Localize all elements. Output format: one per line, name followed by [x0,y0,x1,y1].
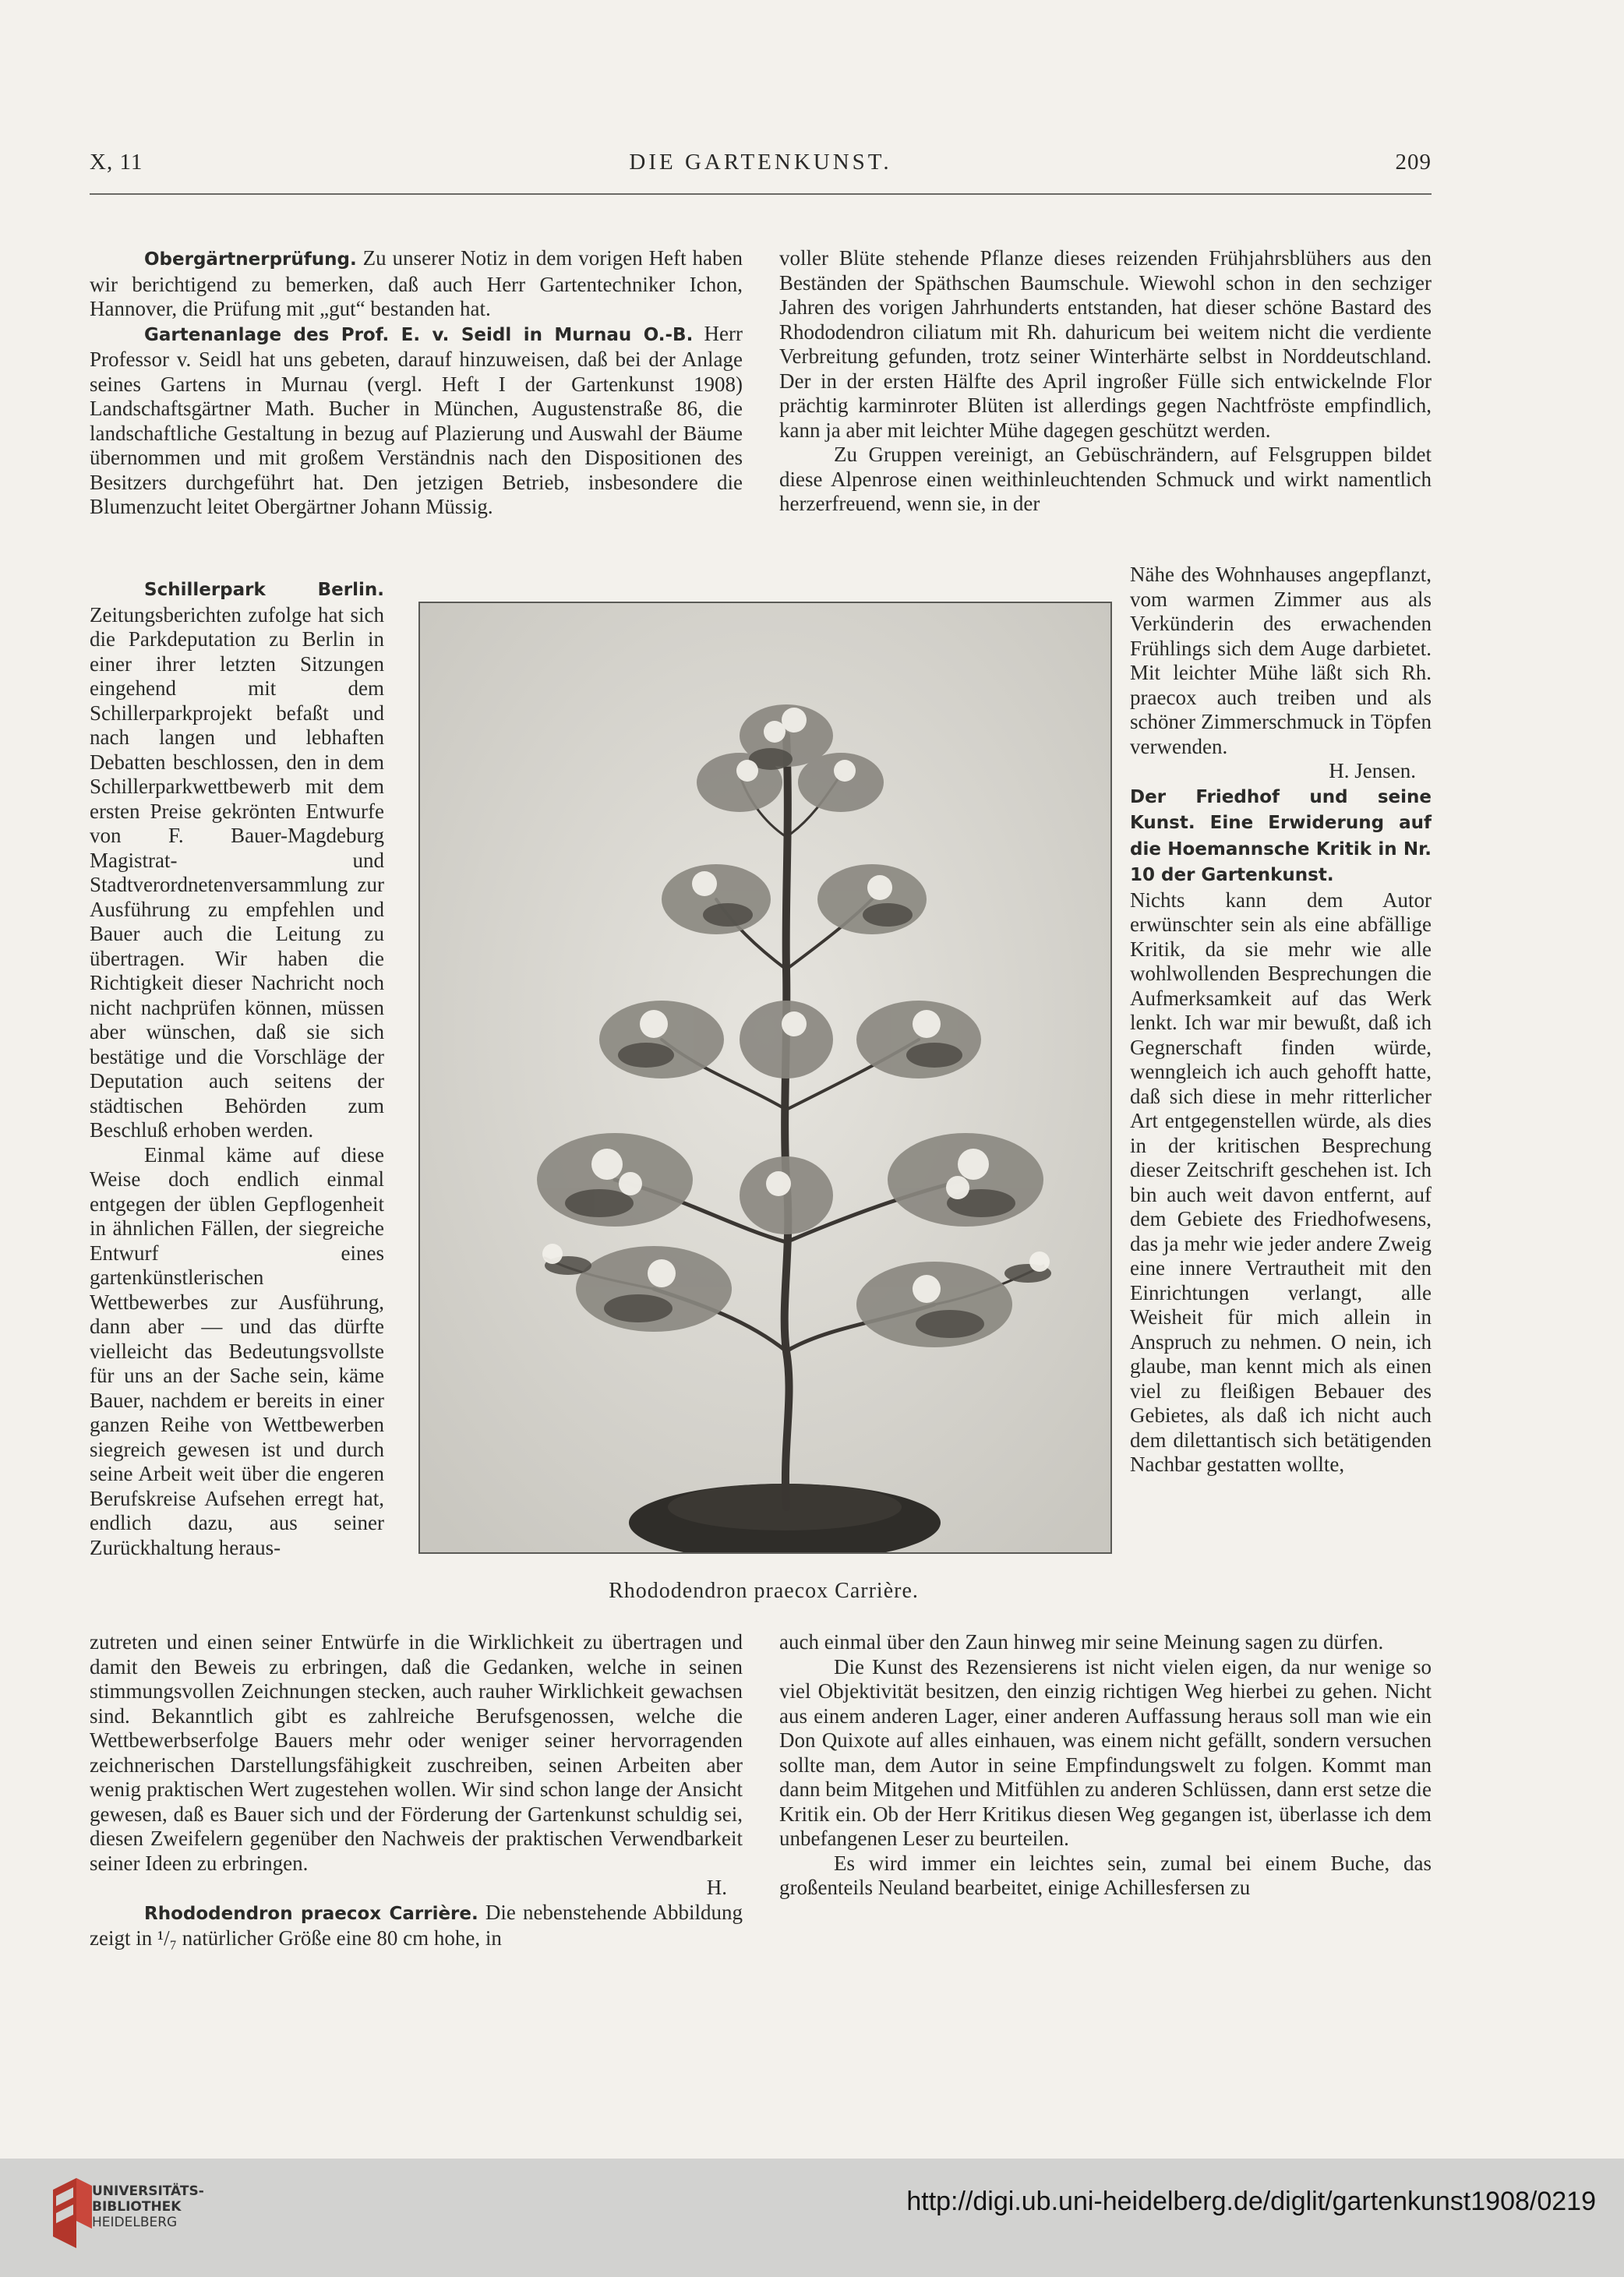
header-rule [90,193,1432,195]
heading-schillerpark: Schillerpark Berlin. [144,580,384,600]
article-obergaertnerpruefung: Obergärtnerprüfung. Zu unserer Notiz in dem vorigen Heft haben wir berichtigend zu bemerken, daß auch Herr Gartentechniker Ichon, Hannover, die Prüfung mit „gut“ bestanden hat. [90,246,743,320]
article-rhododendron: Rhododendron praecox Carrière. Die nebenstehende Abbildung zeigt in ¹/₇ natürlicher Größe eine 80 cm hohe, in [90,1900,743,1950]
right-column-wrap [1130,563,1432,1477]
paragraph-friedhof-cont: auch einmal über den Zaun hinweg mir seine Meinung sagen zu dürfen. [779,1630,1384,1654]
paragraph-rhododendron-cont: voller Blüte stehende Pflanze dieses reizenden Frühjahrsblühers aus den Beständen der Späthschen Baumschule. Wiewohl schon in den sechziger Jahren des vorigen Jahrhunderts entstanden, hat dieser schöne Bastard des Rhododendron ciliatum mit Rh. dahuricum bei weitem nicht die verdiente Verbreitung gefunden, trotz seiner Winterhärte selbst in Norddeutschland. Der in der ersten Hälfte des April ingroßer Fülle sich entwickelnde Flor prächtig karminroter Blüten ist allerdings gegen Nachtfröste empfindlich, kann ja aber mit leichter Mühe dagegen geschützt werden. [779,246,1432,442]
left-column-wrap [90,577,384,1560]
paragraph-zu-gruppen-cont: Nähe des Wohnhauses angepflanzt, vom warmen Zimmer aus als Verkünderin des erwachenden Frühlings sich dem Auge darbietet. Mit leichter Mühe läßt sich Rh. praecox auch treiben und als schöner Zimmerschmuck in Töpfen verwenden. [1130,563,1432,758]
heading-friedhof: Der Friedhof und seine Kunst. Eine Erwiderung auf die Hoemannsche Kritik in Nr. 10 der Gartenkunst. [1130,786,1432,885]
right-column-top [779,246,1432,517]
paragraph-einmal-kaeme: Einmal käme auf diese Weise doch endlich einmal entgegen der üblen Gepflogenheit in ähnlichen Fällen, der siegreiche Entwurf eines gartenkünstlerischen Wettbewerbes zur Ausführung, dann aber — und das dürfte vielleicht das Bedeutungsvollste für uns an der Sache sein, käme Bauer, nachdem er bereits in einer ganzen Reihe von Wettbewerben siegreich gewesen ist und durch seine Arbeit weit über die engeren Berufskreise Aufsehen erregt hat, endlich dazu, aus seiner Zurückhaltung heraus- [90,1142,384,1559]
paragraph-achillesfersen: Es wird immer ein leichtes sein, zumal bei einem Buche, das großenteils Neuland bearbeitet, einige Achillesfersen zu [779,1851,1432,1899]
article-schillerpark: Schillerpark Berlin. Zeitungsberichten zufolge hat sich die Parkdeputation zu Berlin in einer ihrer letzten Sitzungen eingehend mit dem Schillerparkprojekt befaßt und nach langen und lebhaften Debatten beschlossen, den in dem Schillerparkwettbewerb mit dem ersten Preise gekrönten Entwurfe von F. Bauer-Magdeburg Magistrat- und Stadtverordnetenversammlung zur Ausführung zu empfehlen und Bauer auch die Leitung zu übertragen. Wir haben die Richtigkeit dieser Nachricht noch nicht nachprüfen können, müssen aber wünschen, daß sie sich bestätige und die Vorschläge der Deputation auch seitens der städtischen Behörden zum Beschluß erhoben werden. [90,580,384,1142]
right-column-bottom [779,1630,1432,1901]
page-number: 209 [1395,150,1432,175]
article-friedhof: Nichts kann dem Autor erwünschter sein als eine abfällige Kritik, da sie mehr wie alle wohlwollenden Besprechungen die Aufmerksamkeit auf das Werk lenkt. Ich war mir bewußt, daß ich Gegnerschaft finden würde, wenngleich ich auch gehofft hatte, daß sich diese in mehr ritterlicher Art entgegenstellen würde, als dies in der kritischen Besprechung dieser Zeitschrift geschehen ist. Ich bin auch weit davon entfernt, auf dem Gebiete des Friedhofwesens, das ja mehr wie jeder andere Zweig eine innere Vertrautheit mit den Einrichtungen verlangt, alle Weisheit für mich allein in Anspruch zu nehmen. O nein, ich glaube, man kennt mich als einen viel zu fleißigen Bebauer des Gebietes, als daß ich nicht auch dem dilettantisch sich betätigenden Nachbar gestatten wollte, [1130,888,1432,1476]
university-library-name: UNIVERSITÄTS- BIBLIOTHEK HEIDELBERG [92,2183,204,2230]
permalink-url[interactable]: http://digi.ub.uni-heidelberg.de/diglit/gartenkunst1908/0219 [906,2187,1596,2216]
rhododendron-illustration [420,603,1110,1552]
running-head [90,145,1432,184]
heading-rhododendron: Rhododendron praecox Carrière. [144,1903,478,1924]
signature-jensen: H. Jensen. [1329,759,1416,782]
figure-caption: Rhododendron praecox Carrière. [609,1579,919,1603]
signature-h: H. [706,1876,727,1899]
left-column-top [90,246,743,520]
left-column-bottom [90,1630,743,1951]
volume-number: X, 11 [90,150,143,175]
journal-title: DIE GARTENKUNST. [629,150,892,175]
paragraph-zu-gruppen: Zu Gruppen vereinigt, an Gebüschrändern, auf Felsgruppen bildet diese Alpenrose einen weithinleuchtenden Schmuck und wirkt namentlich herzerfreuend, wenn sie, in der [779,443,1432,515]
heading-obergaertnerpruefung: Obergärtnerprüfung. [144,249,357,270]
heading-gartenanlage-seidl: Gartenanlage des Prof. E. v. Seidl in Murnau O.-B. [144,324,694,345]
paragraph-kunst-des-rezensierens: Die Kunst des Rezensierens ist nicht vielen eigen, da nur wenige so viel Objektivität besitzen, den einzig richtigen Weg hierbei zu gehen. Nicht aus einem anderen Lager, einer anderen Auffassung heraus soll man wie ein Don Quixote auf alles einhauen, was einem nicht gefällt, sondern versuchen sollte man, dem Autor in seine Empfindungswelt zu folgen. Kommt man dann beim Mitgehen und Mitfühlen zu anderen Schlüssen, dann erst setze die Kritik ein. Ob der Herr Kritikus diesen Weg gegangen ist, überlasse ich dem unbefangenen Leser zu beurteilen. [779,1654,1432,1850]
rhododendron-photograph [418,602,1112,1554]
paragraph-schillerpark-cont: zutreten und einen seiner Entwürfe in die Wirklichkeit zu übertragen und damit den Beweis zu erbringen, daß die Gedanken, welche in seinen stimmungsvollen Zeichnungen stecken, auch rauher Wirklichkeit gewachsen sind. Bekanntlich gibt es zahlreiche Berufsgenossen, welche die Wettbewerbserfolge Bauers mehr oder weniger seiner hervorragenden zeichnerischen Darstellungsfähigkeit zuschreiben, seinen Arbeiten aber wenig praktischen Wert zugestehen wollen. Wir sind schon lange der Ansicht gewesen, daß es Bauer sich und der Förderung der Gartenkunst schuldig sei, diesen Zweifelern gegenüber den Nachweis der praktischen Verwendbarkeit seiner Ideen zu erbringen. [90,1630,743,1875]
article-gartenanlage-seidl: Gartenanlage des Prof. E. v. Seidl in Murnau O.-B. Herr Professor v. Seidl hat uns gebeten, darauf hinzuweisen, daß bei der Anlage seines Gartens in Murnau (vergl. Heft I der Gartenkunst 1908) Landschaftsgärtner Math. Bucher in München, Augustenstraße 86, die landschaftliche Gestaltung in bezug auf Plazierung und Auswahl der Bäume übernommen und mit großem Verständnis nach den Dispositionen des Besitzers durchgeführt hat. Den jetzigen Betrieb, insbesondere die Blumenzucht leitet Obergärtner Johann Müssig. [90,321,743,518]
digitization-footer [0,2159,1624,2277]
